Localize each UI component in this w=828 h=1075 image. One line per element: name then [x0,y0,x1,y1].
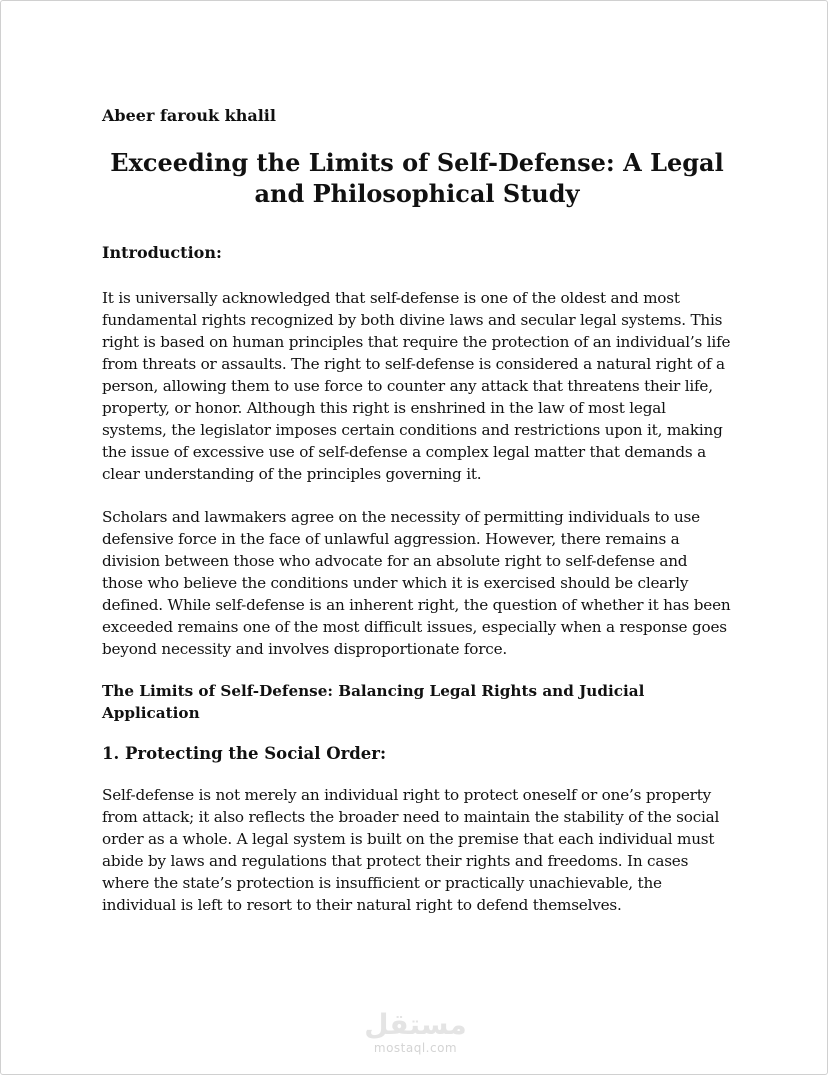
introduction-heading: Introduction: [102,243,222,262]
watermark-arabic-text: مستقل [364,1008,467,1041]
paragraph-intro-1: It is universally acknowledged that self-defense is one of the oldest and most fundamental rights recognized by both divine laws and secular legal systems. This right is based on human principles that require the protection of an individual’s life from threats or assaults. The right to self-defense is considered a natural right of a person, allowing them to use force to counter any attack that threatens their life, property, or honor. Although this right is enshrined in the law of most legal systems, the legislator imposes certain conditions and restrictions upon it, making the issue of excessive use of self-defense a complex legal matter that demands a clear understanding of the principles governing it. [102,289,731,483]
mostaql-watermark [363,1009,468,1055]
watermark-latin-text: mostaql.com [373,1041,458,1055]
subsection-heading-social-order: 1. Protecting the Social Order: [102,744,387,763]
author-name: Abeer farouk khalil [102,106,276,125]
paragraph-intro-2: Scholars and lawmakers agree on the necessity of permitting individuals to use defensive force in the face of unlawful aggression. However, there remains a division between those who advocate for an absolute right to self-defense and those who believe the conditions under which it is exercised should be clearly defined. While self-defense is an inherent right, the question of whether it has been exceeded remains one of the most difficult issues, especially when a response goes beyond necessity and involves disproportionate force. [102,508,731,658]
document-body [102,105,732,916]
document-title: Exceeding the Limits of Self-Defense: A Legal and Philosophical Study [110,148,724,208]
paragraph-social-order: Self-defense is not merely an individual right to protect oneself or one’s property from attack; it also reflects the broader need to maintain the stability of the social order as a whole. A legal system is built on the premise that each individual must abide by laws and regulations that protect their rights and freedoms. In cases where the state’s protection is insufficient or practically unachievable, the individual is left to resort to their natural right to defend themselves. [102,786,720,914]
section-heading-limits: The Limits of Self-Defense: Balancing Legal Rights and Judicial Application [102,682,645,722]
